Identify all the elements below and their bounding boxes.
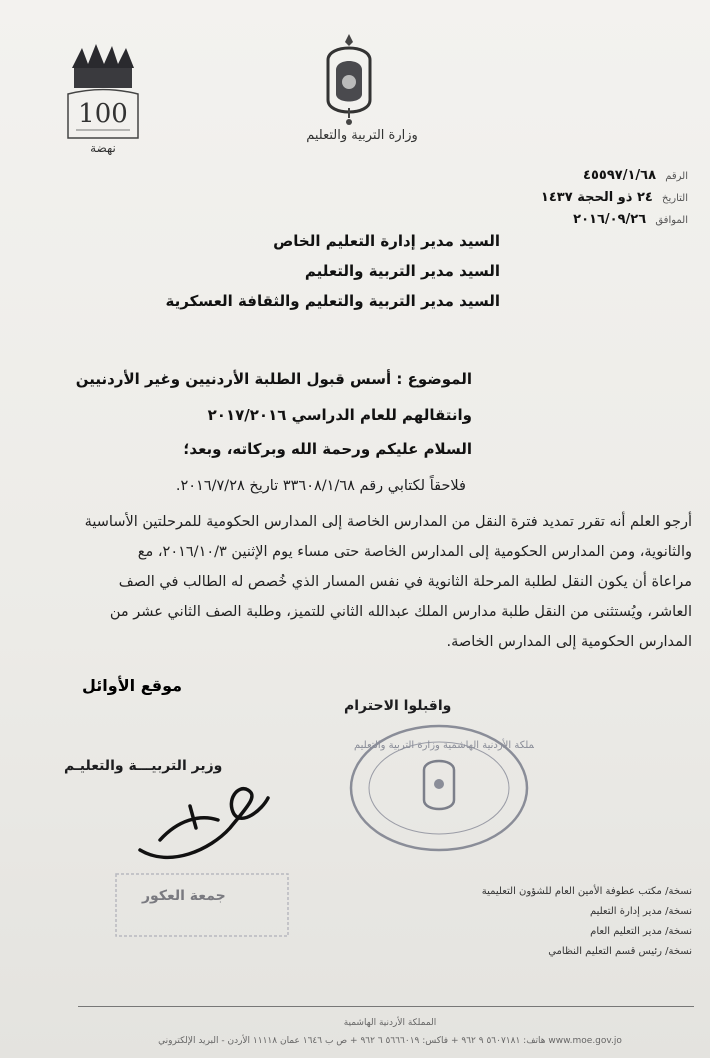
reference-line: فلاحقاً لكتابي رقم ٣٣٦٠٨/١/٦٨ تاريخ ٢٠١٦/٧/٢٨.	[175, 478, 466, 494]
official-seal	[344, 718, 534, 858]
reference-number-label: الرقم	[665, 171, 688, 182]
footer-country: المملكة الأردنية الهاشمية	[343, 1018, 437, 1028]
name-stamp-text: جمعة العكور	[142, 888, 226, 904]
greeting: السلام عليكم ورحمة الله وبركاته، وبعد؛	[183, 440, 472, 458]
reference-number-value: ٤٥٥٩٧/١/٦٨	[583, 168, 657, 183]
signature-icon	[130, 780, 280, 870]
seal-stamp-icon	[344, 718, 534, 858]
reference-number	[583, 168, 688, 183]
body-line: مراعاة أن يكون النقل لطلبة المرحلة الثانوية في نفس المسار الذي خُصص له الطالب في الصف	[118, 574, 692, 590]
reference-corresponding	[573, 212, 688, 227]
cc-item: نسخة/ مكتب عطوفة الأمين العام للشؤون التعليمية	[481, 886, 692, 897]
subject-line-2: وانتقالهم للعام الدراسي ٢٠١٧/٢٠١٦	[207, 406, 472, 424]
footer-contact-text: هاتف: ٥٦٠٧١٨١ ٩ ٩٦٢ + فاكس: ٥٦٦٦٠١٩ ٦ ٩٦٢ + ص ب ١٦٤٦ عمان ١١١١٨ الأردن - البريد الإلكتروني	[158, 1036, 546, 1046]
reference-date	[541, 190, 688, 205]
name-stamp	[112, 870, 292, 940]
body-line: أرجو العلم أنه تقرر تمديد فترة النقل من المدارس الخاصة إلى المدارس الحكومية للمرحلتين الأساسية	[84, 514, 692, 530]
subject-line-1	[76, 370, 472, 388]
subject-text: أسس قبول الطلبة الأردنيين وغير الأردنيين	[75, 370, 392, 388]
reference-corresponding-value: ٢٠١٦/٠٩/٢٦	[573, 212, 647, 227]
reference-date-label: التاريخ	[662, 193, 688, 204]
handwritten-signature	[130, 780, 280, 870]
reference-corresponding-label: الموافق	[655, 215, 688, 226]
cc-item: نسخة/ رئيس قسم التعليم النظامي	[548, 946, 692, 957]
body-line: والثانوية، ومن المدارس الحكومية إلى المدارس الخاصة حتى مساء يوم الإثنين ٢٠١٦/١٠/٣، مع	[137, 544, 692, 560]
centennial-caption: نهضة	[90, 141, 116, 155]
ministry-name: وزارة التربية والتعليم	[306, 128, 418, 143]
body-line: المدارس الحكومية إلى المدارس الخاصة.	[446, 634, 692, 650]
footer-website[interactable]: www.moe.gov.jo	[548, 1036, 622, 1046]
cc-item: نسخة/ مدير إدارة التعليم	[589, 906, 692, 917]
jordan-crest	[318, 30, 380, 130]
centennial-number: 100	[78, 99, 128, 129]
addressee: السيد مدير إدارة التعليم الخاص	[273, 232, 500, 250]
reference-date-value: ٢٤ ذو الحجة ١٤٣٧	[540, 190, 653, 205]
footer-contact	[90, 1036, 690, 1046]
site-watermark: موقع الأوائل	[82, 676, 183, 695]
subject-label: الموضوع :	[396, 370, 472, 388]
footer-divider	[78, 1006, 694, 1007]
cc-item: نسخة/ مدير التعليم العام	[590, 926, 692, 937]
body-line: العاشر، ويُستثنى من النقل طلبة مدارس الملك عبدالله الثاني للتميز، وطلبة الصف الثاني عشر من	[109, 604, 692, 620]
signatory-title: وزير التربيـــة والتعليـم	[64, 758, 223, 774]
closing: واقبلوا الاحترام	[344, 698, 452, 714]
seal-text: المملكة الأردنية الهاشمية وزارة التربية والتعليم	[354, 740, 534, 751]
addressee: السيد مدير التربية والتعليم والثقافة العسكرية	[165, 292, 500, 310]
coat-of-arms-icon	[318, 30, 380, 130]
centennial-logo	[62, 38, 144, 158]
centennial-emblem-icon	[62, 38, 144, 158]
name-stamp-frame-icon	[112, 870, 292, 940]
addressee: السيد مدير التربية والتعليم	[304, 262, 500, 280]
